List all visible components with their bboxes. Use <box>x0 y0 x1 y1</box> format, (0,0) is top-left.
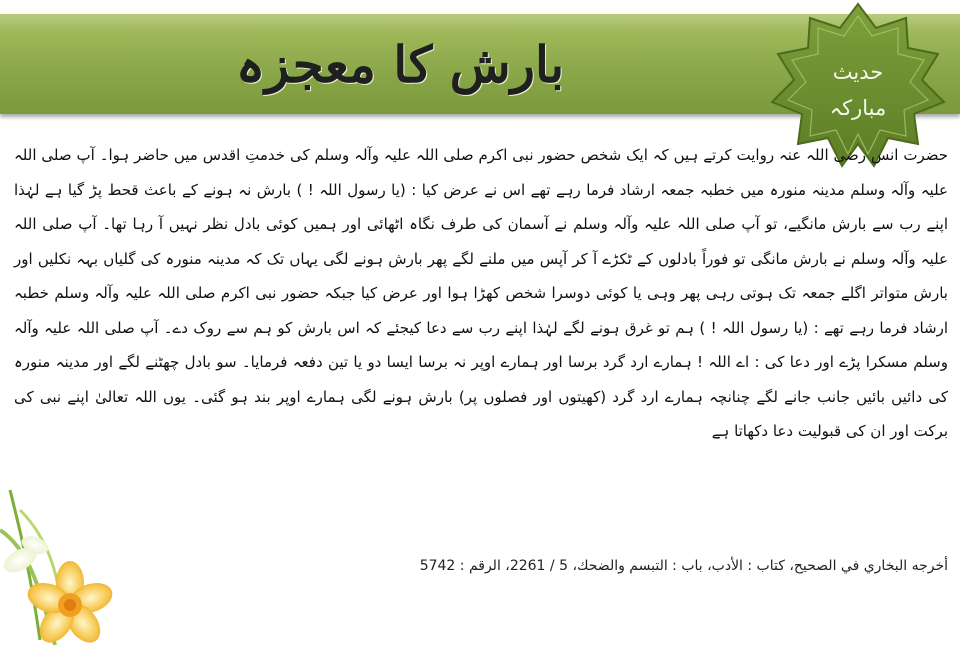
badge-line-1: حدیث <box>832 60 884 84</box>
hadith-reference: أخرجه البخاري في الصحيح، كتاب : الأدب، باب : التبسم والضحك، 5 / 2261، الرقم : 5742 <box>419 558 948 574</box>
page-title: بارش کا معجزہ <box>235 34 565 94</box>
flower-decoration-icon <box>0 470 130 645</box>
badge-line-2: مبارکہ <box>829 96 887 120</box>
hadith-body-text: حضرت انس رضی اللہ عنہ روایت کرتے ہیں کہ ایک شخص حضور نبی اکرم صلی اللہ علیہ وآلہ وسلم کی خدمتِ اقدس میں حاضر ہوا۔ آپ صلی اللہ علیہ وآلہ وسلم مدینہ منورہ میں خطبہ جمعہ ارشاد فرما رہے تھے اس نے عرض کیا : (یا رسول اللہ ! ) بارش نہ ہونے کے باعث قحط پڑ گیا ہے لہٰذا اپنے رب سے بارش مانگیے، تو آپ صلی اللہ علیہ وآلہ وسلم نے آسمان کی طرف نگاہ اٹھائی اور ہمیں کوئی بادل نظر نہیں آ رہا تھا۔ آپ صلی اللہ علیہ وآلہ وسلم نے بارش مانگی تو فوراً بادلوں کے ٹکڑے آ کر آپس میں ملنے لگے پھر بارش ہونے لگی یہاں تک کہ مدینہ منورہ کی گلیاں بہہ نکلیں اور بارش متواتر اگلے جمعہ تک ہوتی رہی پھر وہی یا کوئی دوسرا شخص کھڑا ہوا اور عرض کیا جبکہ حضور نبی اکرم صلی اللہ علیہ وآلہ وسلم خطبہ ارشاد فرما رہے تھے : (یا رسول اللہ ! ) ہم تو غرق ہونے لگے لہٰذا اپنے رب سے دعا کیجئے کہ اس بارش کو ہم سے روک دے۔ آپ صلی اللہ علیہ وآلہ وسلم مسکرا پڑے اور دعا کی : اے اللہ ! ہمارے ارد گرد برسا اور ہمارے اوپر نہ برسا ایسا دو یا تین دفعہ فرمایا۔ سو بادل چھٹنے لگے اور مدینہ منورہ کی دائیں بائیں جانب جانے لگے چنانچہ ہمارے ارد گرد (کھیتوں اور فصلوں پر) بارش ہونے لگی ہمارے اوپر بند ہو گئی۔ یوں اللہ تعالیٰ اپنے نبی کی برکت اور ان کی قبولیت دعا دکھاتا ہے <box>14 146 948 440</box>
